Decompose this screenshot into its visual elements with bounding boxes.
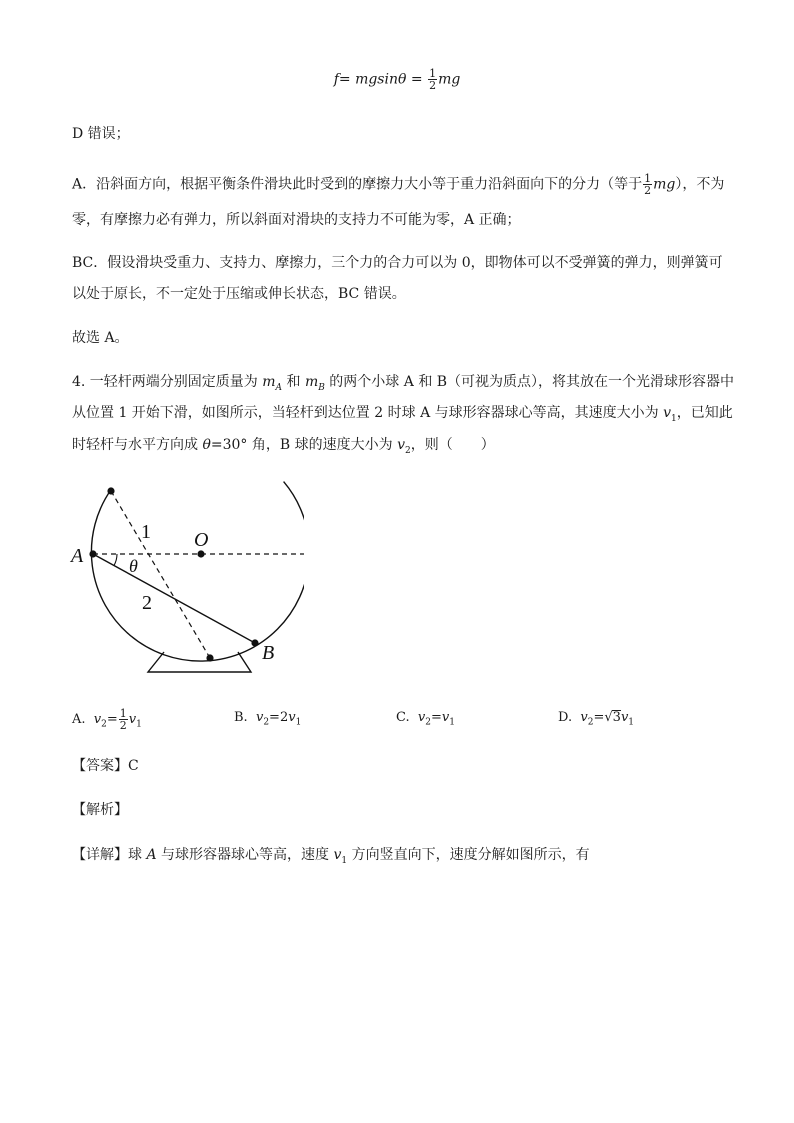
q-v1-sub: 1	[671, 413, 677, 424]
q-text-2b: ，已知此	[676, 405, 733, 421]
detail-v-sub: 1	[341, 855, 348, 866]
a-mg: mg	[653, 176, 676, 193]
sphere-container-diagram	[64, 472, 304, 684]
center-O	[197, 550, 204, 557]
option-a-num: 1	[119, 707, 127, 720]
a-text-part2: ），不为	[675, 176, 725, 193]
q-mB: m	[304, 374, 319, 390]
q-v2: v	[397, 437, 405, 453]
q-text-3c: ，则（ ）	[410, 437, 495, 453]
option-d	[558, 708, 634, 733]
q-mA: m	[262, 374, 276, 390]
option-c-eq: =	[430, 710, 442, 725]
q-v1: v	[663, 405, 671, 421]
detail-A: A	[146, 847, 157, 863]
q-text-3b: =30° 角，B 球的速度大小为	[210, 437, 398, 453]
question-line2	[72, 403, 733, 429]
ball-A	[89, 550, 96, 557]
q-text-2a: 从位置 1 开始下滑，如图所示，当轻杆到达位置 2 时球 A 与球形容器球心等高，其速度大小为	[72, 405, 664, 421]
option-d-lhs: v	[580, 710, 588, 725]
detail-v: v	[333, 847, 342, 863]
formula-tail: mg	[438, 71, 461, 88]
question-line3	[72, 435, 495, 461]
option-d-rhs: v	[620, 710, 629, 725]
q-theta: θ	[202, 437, 211, 453]
detail-text-2: 与球形容器球心等高，速度	[156, 847, 334, 863]
formula-eq: =	[338, 71, 351, 88]
a-frac-den: 2	[644, 184, 652, 197]
choose-line: 故选 A。	[72, 330, 129, 346]
a-fraction	[643, 173, 652, 196]
sqrt-symbol: √	[604, 710, 613, 725]
option-d-lhs-sub: 2	[587, 717, 594, 728]
rod-position-2	[93, 554, 255, 643]
option-a-rhs: v	[128, 712, 137, 727]
option-d-eq: =	[593, 710, 605, 725]
ball-B	[251, 639, 258, 646]
formula-eq2: =	[406, 71, 428, 88]
label-position-1: 1	[141, 521, 151, 543]
option-d-rhs-sub: 1	[628, 717, 635, 728]
option-a-explanation-line1	[72, 173, 724, 196]
option-a-explanation-line2: 零，有摩擦力必有弹力，所以斜面对滑块的支持力不可能为零，A 正确；	[72, 212, 521, 228]
option-a-rhs-sub: 1	[136, 719, 142, 730]
formula-frac-num: 1	[429, 67, 437, 80]
formula-lhs: f	[333, 71, 339, 88]
option-a-eq: =	[106, 712, 118, 727]
label-position-2: 2	[142, 592, 152, 614]
detail-line	[72, 845, 590, 871]
option-c-label: C.	[396, 710, 410, 725]
option-c-rhs-sub: 1	[449, 717, 455, 728]
label-O: O	[194, 529, 209, 551]
option-c-lhs-sub: 2	[425, 717, 431, 728]
option-a-lhs: v	[93, 712, 102, 727]
option-b-lhs-sub: 2	[263, 717, 270, 728]
d-wrong-line: D 错误；	[72, 126, 130, 142]
option-b-eq: =2	[269, 710, 289, 725]
q-text-1a: 4. 一轻杆两端分别固定质量为	[72, 374, 263, 390]
option-c-rhs: v	[441, 710, 450, 725]
answer-value: C	[128, 758, 139, 774]
ball-position-1-bottom	[206, 654, 213, 661]
q-text-3a: 时轻杆与水平方向成	[72, 437, 203, 453]
q-text-1c: 的两个小球 A 和 B（可视为质点），将其放在一个光滑球形容器中	[324, 374, 735, 390]
detail-text-1: 球	[128, 847, 147, 863]
question-line1	[72, 372, 734, 398]
bc-explanation-line2: 以处于原长，不一定处于压缩或伸长状态，BC 错误。	[72, 286, 406, 302]
option-d-label: D.	[558, 710, 573, 725]
option-b-label: B.	[234, 710, 248, 725]
formula-fraction	[428, 68, 437, 91]
q-mB-sub: B	[318, 382, 325, 393]
q-mA-sub: A	[275, 382, 283, 393]
option-b-rhs-sub: 1	[295, 717, 302, 728]
rod-position-1-dashed	[111, 491, 210, 658]
answer-tag: 【答案】	[72, 758, 128, 774]
option-b	[234, 708, 301, 733]
option-c	[396, 708, 455, 733]
formula-frac-den: 2	[429, 79, 437, 92]
q-text-1b: 和	[282, 374, 305, 390]
a-text-part1: A．沿斜面方向，根据平衡条件滑块此时受到的摩擦力大小等于重力沿斜面向下的分力（等于	[72, 176, 643, 193]
ball-position-1-top	[107, 487, 114, 494]
q-v2-sub: 2	[405, 445, 411, 456]
option-b-lhs: v	[255, 710, 264, 725]
bc-explanation-line1: BC．假设滑块受重力、支持力、摩擦力，三个力的合力可以为 0，即物体可以不受弹簧的弹力，则弹簧可	[72, 255, 723, 271]
option-a	[72, 708, 142, 735]
label-theta: θ	[129, 556, 138, 576]
detail-tag: 【详解】	[72, 847, 128, 863]
theta-angle-arc	[114, 554, 117, 566]
option-a-label: A.	[72, 712, 86, 727]
label-B: B	[262, 642, 275, 664]
formula-term: mgsinθ	[355, 71, 407, 88]
detail-text-3: 方向竖直向下，速度分解如图所示，有	[347, 847, 590, 863]
option-a-fraction	[119, 708, 128, 731]
label-A: A	[71, 545, 84, 567]
option-b-rhs: v	[288, 710, 296, 725]
formula-friction	[0, 68, 794, 91]
answer-line	[72, 756, 139, 776]
option-a-lhs-sub: 2	[101, 719, 107, 730]
analysis-tag: 【解析】	[72, 802, 128, 818]
option-d-sqrt-value: 3	[612, 710, 621, 725]
a-frac-num: 1	[644, 172, 652, 185]
option-a-den: 2	[119, 719, 127, 732]
option-c-lhs: v	[417, 710, 426, 725]
